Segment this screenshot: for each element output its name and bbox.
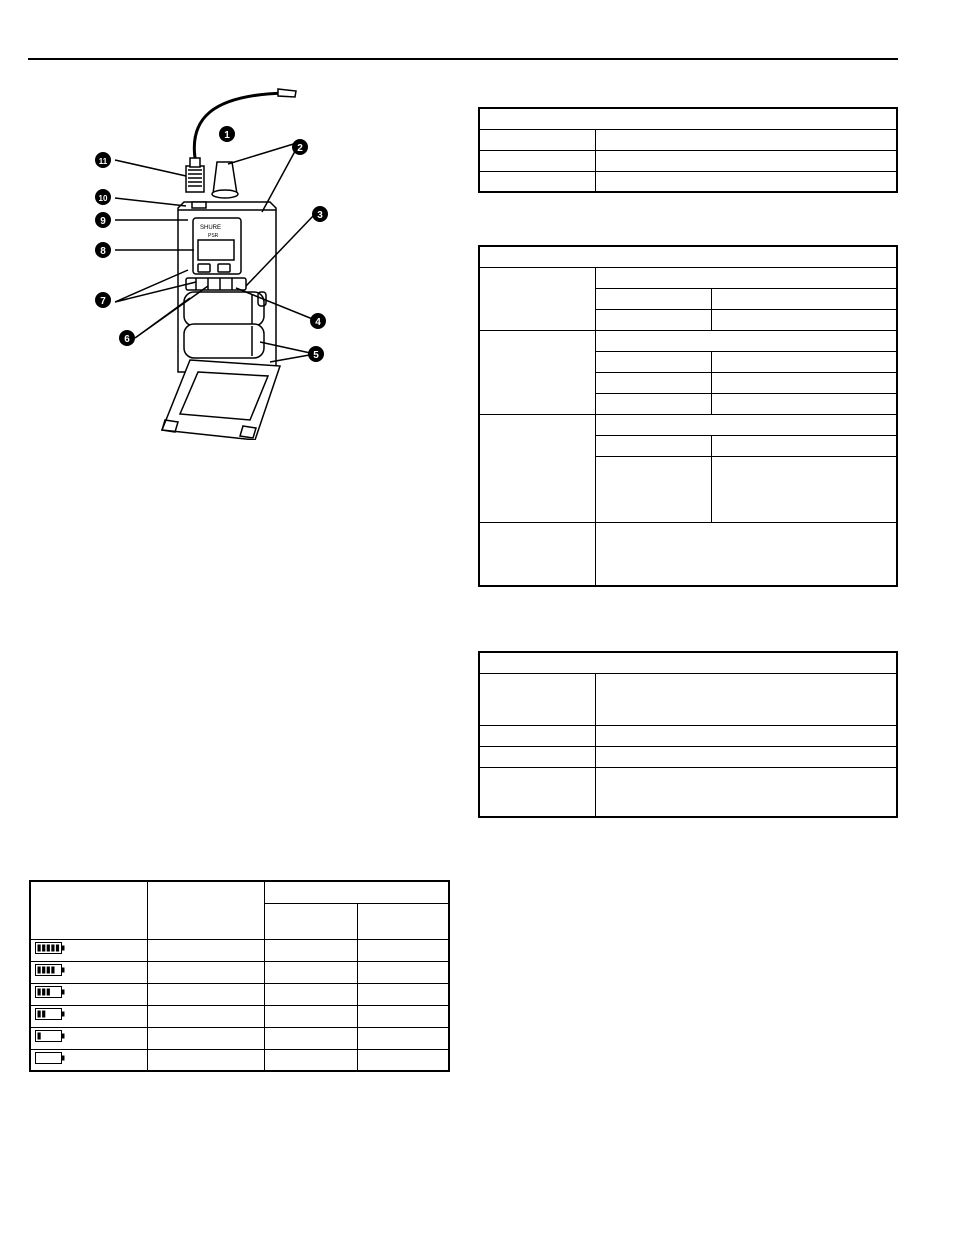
battery-bar [42, 989, 45, 996]
battery-bar [42, 967, 45, 974]
battery-bar [47, 945, 50, 952]
lcd-display-icon [198, 240, 234, 260]
model-label: PSR [208, 233, 219, 239]
callout-7: 7 [100, 296, 106, 307]
callout-8: 8 [100, 246, 106, 257]
bodypack-receiver-illustration [90, 80, 340, 440]
battery-2-bars-icon [35, 1008, 65, 1020]
battery-3-bars-icon [35, 986, 65, 998]
volume-knob-icon [213, 162, 237, 194]
battery-bar [56, 945, 59, 952]
battery-bar [42, 1011, 45, 1018]
battery-bar [38, 989, 41, 996]
callout-5: 5 [313, 350, 319, 361]
callout-3: 3 [317, 210, 323, 221]
antenna-icon [194, 93, 285, 158]
right-table-3 [478, 651, 898, 818]
brand-label: SHURE [200, 225, 222, 231]
callout-2: 2 [297, 143, 303, 154]
battery-bar [51, 945, 54, 952]
battery-bar [38, 1011, 41, 1018]
callout-10: 10 [98, 194, 108, 203]
battery-4-bars-icon [35, 964, 65, 976]
battery-1-bar-icon [35, 1030, 65, 1042]
battery-bar [42, 945, 45, 952]
header-rule [28, 58, 898, 60]
battery-table [29, 880, 450, 1072]
battery-bar [47, 989, 50, 996]
battery-5-bars-icon [35, 942, 65, 954]
battery-compartment-icon [184, 292, 264, 358]
right-table-1 [478, 107, 898, 193]
right-table-2 [478, 245, 898, 587]
battery-bar [38, 967, 41, 974]
callout-4: 4 [315, 317, 321, 328]
battery-bar [51, 967, 54, 974]
callout-11: 11 [98, 157, 108, 166]
battery-bar [47, 967, 50, 974]
battery-empty-icon [35, 1052, 65, 1064]
battery-bar [38, 945, 41, 952]
callout-1: 1 [224, 130, 230, 141]
battery-bar [38, 1033, 41, 1040]
callout-6: 6 [124, 334, 130, 345]
callout-9: 9 [100, 216, 106, 227]
